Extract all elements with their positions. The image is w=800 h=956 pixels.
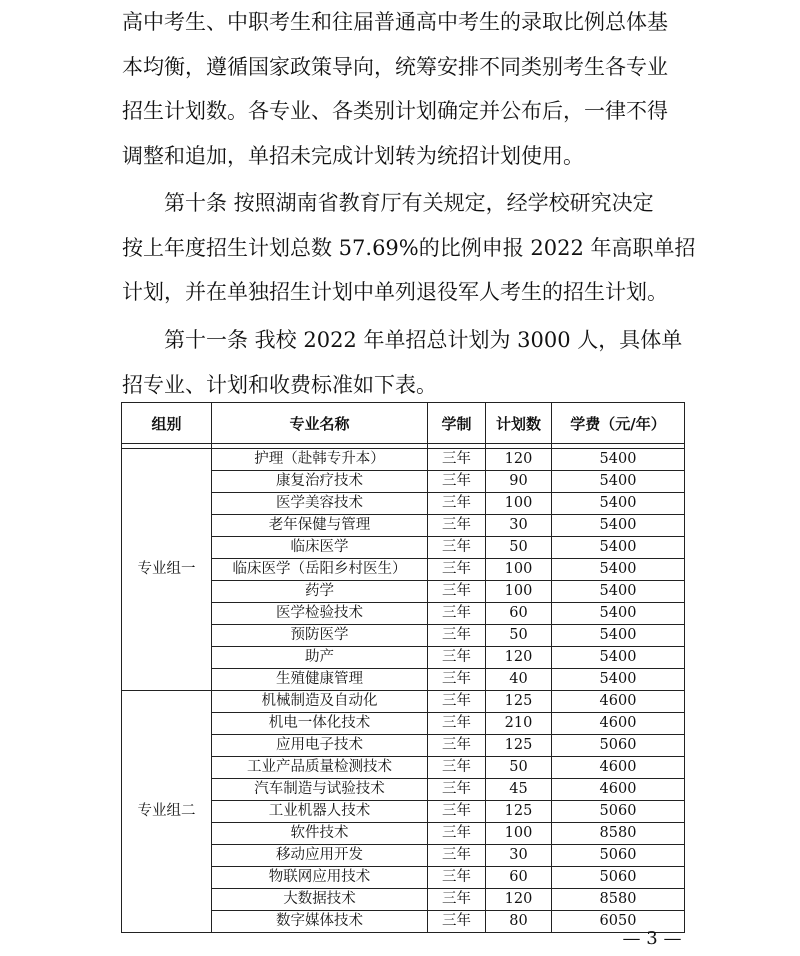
duration-cell: 三年 [428, 559, 486, 581]
text-line: 招生计划数。各专业、各类别计划确定并公布后，一律不得 [122, 99, 668, 123]
plan-count-cell: 100 [486, 581, 552, 603]
tuition-cell: 4600 [552, 779, 685, 801]
major-name-cell: 医学美容技术 [212, 493, 428, 515]
tuition-cell: 8580 [552, 889, 685, 911]
major-name-cell: 工业产品质量检测技术 [212, 757, 428, 779]
major-name-cell: 生殖健康管理 [212, 669, 428, 691]
duration-cell: 三年 [428, 889, 486, 911]
plan-count-cell: 100 [486, 493, 552, 515]
major-name-cell: 老年保健与管理 [212, 515, 428, 537]
tuition-cell: 4600 [552, 691, 685, 713]
paragraph-admission-balance [122, 0, 682, 178]
header-plan-count: 计划数 [486, 403, 552, 444]
tuition-cell: 5400 [552, 625, 685, 647]
plan-count-cell: 60 [486, 603, 552, 625]
plan-count-cell: 100 [486, 823, 552, 845]
duration-cell: 三年 [428, 471, 486, 493]
tuition-cell: 5400 [552, 647, 685, 669]
text-line: 第十一条 我校 2022 年单招总计划为 3000 人，具体单 [122, 328, 683, 352]
duration-cell: 三年 [428, 493, 486, 515]
major-name-cell: 预防医学 [212, 625, 428, 647]
group-name-cell: 专业组一 [122, 449, 212, 691]
major-name-cell: 护理（赴韩专升本） [212, 449, 428, 471]
tuition-cell: 4600 [552, 713, 685, 735]
plan-count-cell: 120 [486, 889, 552, 911]
plan-count-cell: 30 [486, 845, 552, 867]
header-major: 专业名称 [212, 403, 428, 444]
duration-cell: 三年 [428, 603, 486, 625]
table-body [122, 444, 685, 933]
header-group: 组别 [122, 403, 212, 444]
duration-cell: 三年 [428, 669, 486, 691]
table-row [122, 449, 685, 471]
duration-cell: 三年 [428, 647, 486, 669]
header-tuition: 学费（元/年） [552, 403, 685, 444]
duration-cell: 三年 [428, 581, 486, 603]
duration-cell: 三年 [428, 779, 486, 801]
tuition-cell: 5060 [552, 801, 685, 823]
text-line: 本均衡，遵循国家政策导向，统筹安排不同类别考生各专业 [122, 54, 668, 79]
duration-cell: 三年 [428, 845, 486, 867]
text-line: 招专业、计划和收费标准如下表。 [122, 372, 437, 397]
tuition-cell: 5060 [552, 735, 685, 757]
tuition-cell: 5400 [552, 581, 685, 603]
duration-cell: 三年 [428, 449, 486, 471]
major-name-cell: 移动应用开发 [212, 845, 428, 867]
duration-cell: 三年 [428, 801, 486, 823]
duration-cell: 三年 [428, 867, 486, 889]
plan-count-cell: 210 [486, 713, 552, 735]
plan-count-cell: 90 [486, 471, 552, 493]
duration-cell: 三年 [428, 515, 486, 537]
text-line: 按上年度招生计划总数 57.69%的比例申报 2022 年高职单招 [122, 235, 696, 260]
plan-count-cell: 125 [486, 735, 552, 757]
major-name-cell: 应用电子技术 [212, 735, 428, 757]
major-name-cell: 物联网应用技术 [212, 867, 428, 889]
major-name-cell: 数字媒体技术 [212, 911, 428, 933]
header-duration: 学制 [428, 403, 486, 444]
text-line: 第十条 按照湖南省教育厅有关规定，经学校研究决定 [122, 191, 654, 215]
duration-cell: 三年 [428, 911, 486, 933]
major-name-cell: 机械制造及自动化 [212, 691, 428, 713]
duration-cell: 三年 [428, 823, 486, 845]
table-row [122, 691, 685, 713]
tuition-cell: 5400 [552, 669, 685, 691]
tuition-cell: 5400 [552, 537, 685, 559]
major-name-cell: 工业机器人技术 [212, 801, 428, 823]
plan-count-cell: 30 [486, 515, 552, 537]
plan-count-cell: 50 [486, 625, 552, 647]
major-name-cell: 汽车制造与试验技术 [212, 779, 428, 801]
major-name-cell: 大数据技术 [212, 889, 428, 911]
duration-cell: 三年 [428, 735, 486, 757]
text-line: 高中考生、中职考生和往届普通高中考生的录取比例总体基 [122, 10, 668, 34]
page-number: — 3 — [622, 928, 682, 949]
major-name-cell: 康复治疗技术 [212, 471, 428, 493]
major-name-cell: 助产 [212, 647, 428, 669]
plan-count-cell: 80 [486, 911, 552, 933]
duration-cell: 三年 [428, 713, 486, 735]
tuition-cell: 4600 [552, 757, 685, 779]
plan-count-cell: 125 [486, 691, 552, 713]
plan-count-cell: 100 [486, 559, 552, 581]
paragraph-article-11 [122, 318, 682, 407]
plan-count-cell: 60 [486, 867, 552, 889]
text-line: 调整和追加，单招未完成计划转为统招计划使用。 [122, 143, 584, 168]
table-header-row [122, 403, 685, 444]
plan-count-cell: 50 [486, 757, 552, 779]
tuition-cell: 6050 [552, 911, 685, 933]
tuition-cell: 5400 [552, 559, 685, 581]
major-name-cell: 机电一体化技术 [212, 713, 428, 735]
tuition-cell: 5400 [552, 449, 685, 471]
duration-cell: 三年 [428, 625, 486, 647]
plan-count-cell: 120 [486, 449, 552, 471]
tuition-cell: 5400 [552, 471, 685, 493]
plan-count-cell: 45 [486, 779, 552, 801]
major-name-cell: 临床医学（岳阳乡村医生） [212, 559, 428, 581]
group-name-cell: 专业组二 [122, 691, 212, 933]
duration-cell: 三年 [428, 691, 486, 713]
tuition-cell: 5060 [552, 845, 685, 867]
plan-count-cell: 120 [486, 647, 552, 669]
duration-cell: 三年 [428, 757, 486, 779]
plan-count-cell: 50 [486, 537, 552, 559]
plan-count-cell: 125 [486, 801, 552, 823]
tuition-cell: 5060 [552, 867, 685, 889]
major-name-cell: 临床医学 [212, 537, 428, 559]
text-line: 计划，并在单独招生计划中单列退役军人考生的招生计划。 [122, 280, 668, 304]
major-name-cell: 软件技术 [212, 823, 428, 845]
tuition-cell: 5400 [552, 603, 685, 625]
major-name-cell: 药学 [212, 581, 428, 603]
enrollment-plan-table [121, 402, 685, 933]
paragraph-article-10 [122, 181, 696, 315]
tuition-cell: 8580 [552, 823, 685, 845]
plan-count-cell: 40 [486, 669, 552, 691]
tuition-cell: 5400 [552, 493, 685, 515]
duration-cell: 三年 [428, 537, 486, 559]
tuition-cell: 5400 [552, 515, 685, 537]
major-name-cell: 医学检验技术 [212, 603, 428, 625]
